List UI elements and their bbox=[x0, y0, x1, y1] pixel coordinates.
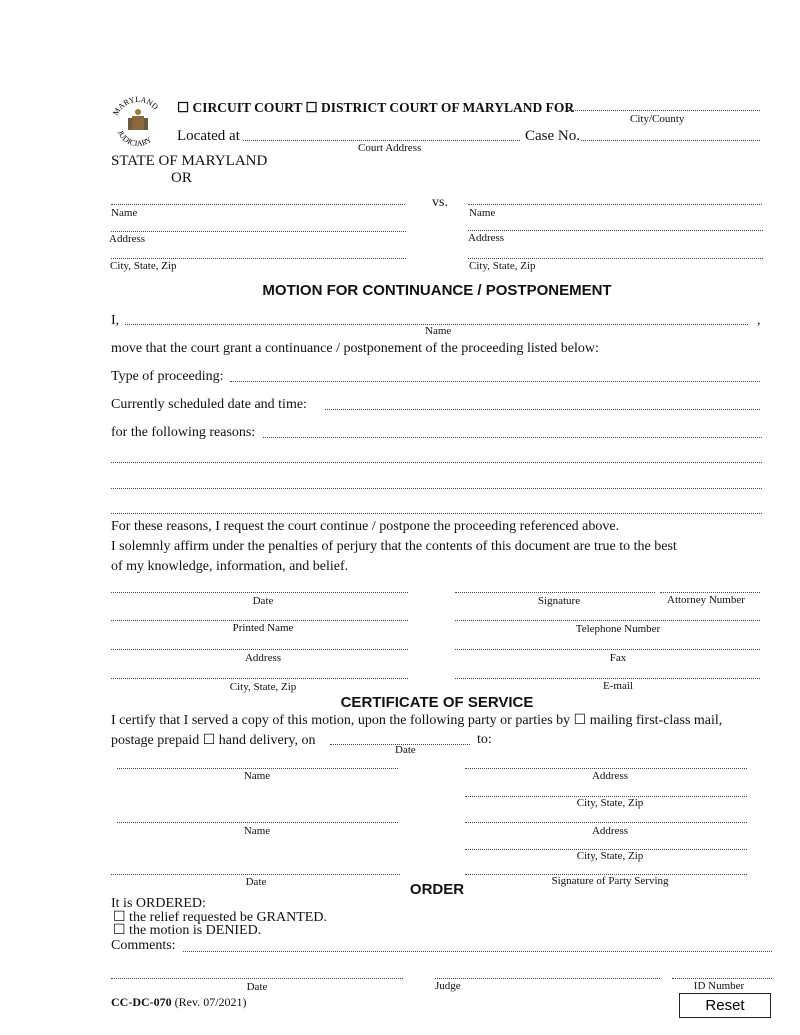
movant-name-label: Name bbox=[425, 325, 452, 337]
i-label: I, bbox=[111, 313, 120, 328]
left-name-field[interactable] bbox=[111, 204, 405, 205]
telephone-label: Telephone Number bbox=[575, 623, 661, 635]
type-of-proceeding-label: Type of proceeding: bbox=[111, 369, 224, 384]
certificate-line-2: postage prepaid ☐ hand delivery, on bbox=[111, 733, 316, 748]
paragraph-line-1: For these reasons, I request the court continue / postpone the proceeding referenced above. bbox=[111, 519, 620, 534]
court-address-label: Court Address bbox=[358, 142, 422, 154]
comments-field[interactable] bbox=[183, 951, 772, 952]
signature-label: Signature bbox=[537, 595, 581, 607]
fax-label: Fax bbox=[609, 652, 627, 664]
certificate-title: CERTIFICATE OF SERVICE bbox=[340, 694, 534, 711]
left-city-label: City, State, Zip bbox=[110, 260, 177, 272]
order-title: ORDER bbox=[409, 881, 465, 898]
form-code: CC-DC-070 bbox=[111, 995, 172, 1009]
party-serving-signature-label: Signature of Party Serving bbox=[551, 875, 669, 887]
party2-address-label: Address bbox=[591, 825, 629, 837]
date-label: Date bbox=[252, 595, 274, 607]
svg-text:JUDICIARY: JUDICIARY bbox=[115, 128, 154, 149]
address-field[interactable] bbox=[111, 649, 408, 650]
reasons-field-2[interactable] bbox=[111, 462, 762, 463]
id-number-label: ID Number bbox=[693, 980, 745, 992]
party1-address-label: Address bbox=[591, 770, 629, 782]
form-code-line bbox=[111, 995, 247, 1010]
city-county-label: City/County bbox=[630, 113, 685, 125]
reasons-field-1[interactable] bbox=[263, 437, 762, 438]
party2-city-label: City, State, Zip bbox=[576, 850, 644, 862]
party1-name-field[interactable] bbox=[117, 768, 398, 769]
attorney-number-field[interactable] bbox=[660, 592, 760, 593]
service-date-label: Date bbox=[395, 744, 416, 756]
state-of-maryland: STATE OF MARYLAND bbox=[111, 153, 268, 169]
fax-field[interactable] bbox=[455, 649, 760, 650]
court-address-field[interactable] bbox=[243, 140, 520, 141]
it-is-ordered: It is ORDERED: bbox=[111, 896, 206, 911]
to-label: to: bbox=[477, 732, 492, 747]
court-selection-line: ☐ CIRCUIT COURT ☐ DISTRICT COURT OF MARYLAND FOR bbox=[177, 100, 575, 115]
printed-name-field[interactable] bbox=[111, 620, 408, 621]
party2-name-label: Name bbox=[243, 825, 271, 837]
city-state-zip-field[interactable] bbox=[111, 678, 408, 679]
party1-city-label: City, State, Zip bbox=[576, 797, 644, 809]
reasons-field-4[interactable] bbox=[111, 513, 762, 514]
certificate-date-field[interactable] bbox=[111, 874, 400, 875]
judge-label: Judge bbox=[435, 980, 461, 992]
signature-field[interactable] bbox=[455, 592, 655, 593]
email-field[interactable] bbox=[455, 678, 760, 679]
email-label: E-mail bbox=[603, 680, 633, 692]
revision: (Rev. 07/2021) bbox=[174, 995, 247, 1009]
right-city-label: City, State, Zip bbox=[469, 260, 536, 272]
date-field[interactable] bbox=[111, 592, 408, 593]
reasons-field-3[interactable] bbox=[111, 488, 762, 489]
denied-checkbox[interactable]: ☐ the motion is DENIED. bbox=[113, 923, 262, 938]
case-no-field[interactable] bbox=[581, 140, 760, 141]
party2-name-field[interactable] bbox=[117, 822, 398, 823]
or-label: OR bbox=[171, 170, 192, 186]
party1-name-label: Name bbox=[243, 770, 271, 782]
right-city-field[interactable] bbox=[468, 258, 763, 259]
judge-field[interactable] bbox=[435, 978, 660, 979]
paragraph-line-3: of my knowledge, information, and belief. bbox=[111, 559, 349, 574]
left-address-label: Address bbox=[109, 233, 146, 245]
paragraph-line-2: I solemnly affirm under the penalties of perjury that the contents of this document are true to the best bbox=[111, 539, 677, 554]
scheduled-date-field[interactable] bbox=[325, 409, 760, 410]
left-address-field[interactable] bbox=[111, 231, 406, 232]
located-at-label: Located at bbox=[177, 128, 240, 144]
right-address-label: Address bbox=[468, 232, 505, 244]
svg-text:MARYLAND: MARYLAND bbox=[111, 94, 161, 118]
telephone-field[interactable] bbox=[455, 620, 760, 621]
vs-label: vs. bbox=[432, 195, 448, 210]
granted-checkbox[interactable]: ☐ the relief requested be GRANTED. bbox=[113, 910, 327, 925]
order-date-label: Date bbox=[246, 981, 268, 993]
type-of-proceeding-field[interactable] bbox=[230, 381, 760, 382]
reset-button[interactable]: Reset bbox=[679, 993, 771, 1018]
scheduled-date-label: Currently scheduled date and time: bbox=[111, 397, 307, 412]
city-county-field[interactable] bbox=[568, 110, 760, 111]
certificate-line-1: I certify that I served a copy of this motion, upon the following party or parties by ☐ mailing first-class mail, bbox=[111, 713, 723, 728]
city-state-zip-label: City, State, Zip bbox=[229, 681, 297, 693]
maryland-judiciary-seal bbox=[110, 94, 166, 152]
right-name-field[interactable] bbox=[468, 204, 762, 205]
left-name-label: Name bbox=[111, 207, 138, 219]
left-city-field[interactable] bbox=[111, 258, 406, 259]
case-no-label: Case No. bbox=[525, 128, 580, 144]
right-name-label: Name bbox=[469, 207, 496, 219]
party2-address-field[interactable] bbox=[465, 822, 747, 823]
certificate-date-label: Date bbox=[245, 876, 267, 888]
printed-name-label: Printed Name bbox=[232, 622, 294, 634]
attorney-number-label: Attorney Number bbox=[667, 594, 745, 606]
move-text: move that the court grant a continuance / postponement of the proceeding listed below: bbox=[111, 341, 599, 356]
party1-address-field[interactable] bbox=[465, 768, 747, 769]
reasons-label: for the following reasons: bbox=[111, 425, 256, 440]
comments-label: Comments: bbox=[111, 938, 176, 953]
id-number-field[interactable] bbox=[672, 978, 772, 979]
comma: , bbox=[757, 313, 761, 328]
address-label: Address bbox=[244, 652, 282, 664]
motion-title: MOTION FOR CONTINUANCE / POSTPONEMENT bbox=[262, 282, 612, 299]
order-date-field[interactable] bbox=[111, 978, 403, 979]
right-address-field[interactable] bbox=[468, 230, 763, 231]
